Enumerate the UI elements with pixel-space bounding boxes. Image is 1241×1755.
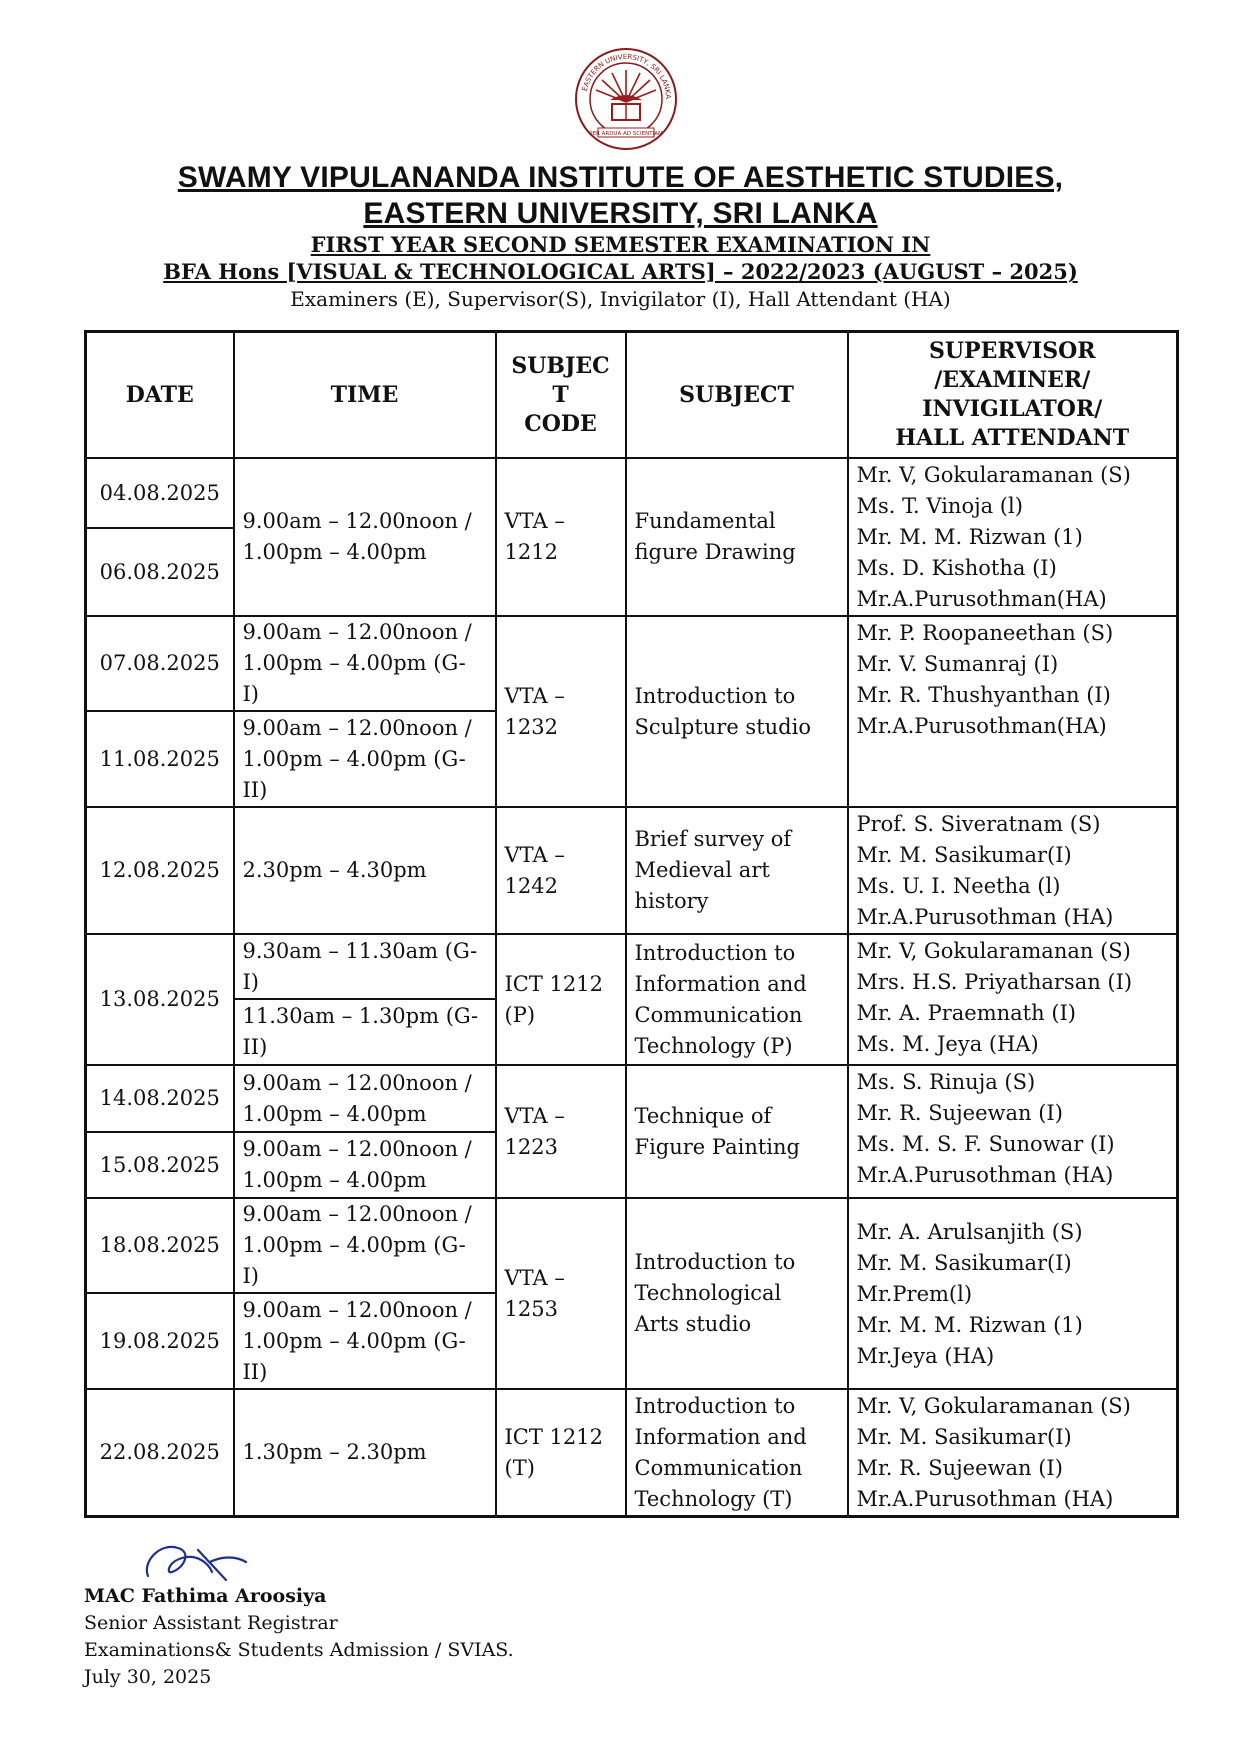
table-row <box>86 807 1178 934</box>
subject-code-cell: VTA – 1242 <box>496 807 626 934</box>
subject-code-cell: VTA – 1232 <box>496 616 626 807</box>
header-staff: SUPERVISOR /EXAMINER/ INVIGILATOR/ HALL ATTENDANT <box>848 332 1178 459</box>
table-row <box>86 1065 1178 1132</box>
subject-code-cell: VTA – 1212 <box>496 458 626 616</box>
table-row <box>86 1198 1178 1293</box>
time-cell: 9.00am – 12.00noon / 1.00pm – 4.00pm (G- II) <box>234 1293 496 1389</box>
subject-code-cell: VTA – 1223 <box>496 1065 626 1198</box>
signatory-name: MAC Fathima Aroosiya <box>84 1585 327 1607</box>
table-row <box>86 616 1178 711</box>
staff-cell: Mr. V, Gokularamanan (S) Ms. T. Vinoja (l) Mr. M. M. Rizwan (1) Ms. D. Kishotha (I) Mr.A.Purusothman(HA) <box>848 458 1178 616</box>
time-cell: 9.30am – 11.30am (G- I) <box>234 934 496 999</box>
time-cell: 9.00am – 12.00noon / 1.00pm – 4.00pm <box>234 1132 496 1198</box>
time-cell: 9.00am – 12.00noon / 1.00pm – 4.00pm (G- II) <box>234 711 496 807</box>
document-date: July 30, 2025 <box>84 1666 212 1688</box>
header-time: TIME <box>234 332 496 459</box>
date-cell: 11.08.2025 <box>86 711 234 807</box>
subject-cell: Technique of Figure Painting <box>626 1065 848 1198</box>
staff-cell: Prof. S. Siveratnam (S) Mr. M. Sasikumar(I) Ms. U. I. Neetha (l) Mr.A.Purusothman (HA) <box>848 807 1178 934</box>
date-cell: 15.08.2025 <box>86 1132 234 1198</box>
staff-cell: Mr. V, Gokularamanan (S) Mr. M. Sasikumar(I) Mr. R. Sujeewan (I) Mr.A.Purusothman (HA) <box>848 1389 1178 1517</box>
subject-cell: Fundamental figure Drawing <box>626 458 848 616</box>
date-cell: 04.08.2025 <box>86 458 234 528</box>
subject-code-cell: VTA – 1253 <box>496 1198 626 1389</box>
time-cell: 9.00am – 12.00noon / 1.00pm – 4.00pm <box>234 1065 496 1132</box>
signatory-department: Examinations& Students Admission / SVIAS. <box>84 1639 514 1661</box>
date-cell: 14.08.2025 <box>86 1065 234 1132</box>
table-header-row <box>86 332 1178 459</box>
time-cell: 9.00am – 12.00noon / 1.00pm – 4.00pm (G- I) <box>234 1198 496 1293</box>
date-cell: 13.08.2025 <box>86 934 234 1065</box>
university-name: EASTERN UNIVERSITY, SRI LANKA <box>363 197 878 230</box>
exam-title: FIRST YEAR SECOND SEMESTER EXAMINATION IN <box>310 232 931 257</box>
table-row <box>86 1389 1178 1517</box>
date-cell: 12.08.2025 <box>86 807 234 934</box>
staff-cell: Mr. V, Gokularamanan (S) Mrs. H.S. Priyatharsan (I) Mr. A. Praemnath (I) Ms. M. Jeya (HA) <box>848 934 1178 1065</box>
time-cell: 9.00am – 12.00noon / 1.00pm – 4.00pm <box>234 458 496 616</box>
signatory-title: Senior Assistant Registrar <box>84 1612 338 1634</box>
subject-cell: Introduction to Information and Communication Technology (T) <box>626 1389 848 1517</box>
subject-cell: Introduction to Technological Arts studio <box>626 1198 848 1389</box>
subject-code-cell: ICT 1212 (T) <box>496 1389 626 1517</box>
role-legend: Examiners (E), Supervisor(S), Invigilator (I), Hall Attendant (HA) <box>290 287 951 311</box>
header-subject-code: SUBJEC T CODE <box>496 332 626 459</box>
university-logo <box>572 44 680 154</box>
subject-cell: Brief survey of Medieval art history <box>626 807 848 934</box>
programme-title: BFA Hons [VISUAL & TECHNOLOGICAL ARTS] – 2022/2023 (AUGUST – 2025) <box>163 259 1078 284</box>
time-cell: 11.30am – 1.30pm (G- II) <box>234 999 496 1065</box>
table-row <box>86 458 1178 528</box>
subject-cell: Introduction to Sculpture studio <box>626 616 848 807</box>
date-cell: 06.08.2025 <box>86 528 234 616</box>
header-subject: SUBJECT <box>626 332 848 459</box>
date-cell: 19.08.2025 <box>86 1293 234 1389</box>
header-date: DATE <box>86 332 234 459</box>
staff-cell: Mr. A. Arulsanjith (S) Mr. M. Sasikumar(I) Mr.Prem(l) Mr. M. M. Rizwan (1) Mr.Jeya (HA) <box>848 1198 1178 1389</box>
logo-ring-text: EASTERN UNIVERSITY, SRI LANKA <box>580 52 673 100</box>
subject-code-cell: ICT 1212 (P) <box>496 934 626 1065</box>
staff-cell: Ms. S. Rinuja (S) Mr. R. Sujeewan (I) Ms. M. S. F. Sunowar (I) Mr.A.Purusothman (HA) <box>848 1065 1178 1198</box>
time-cell: 1.30pm – 2.30pm <box>234 1389 496 1517</box>
institute-name: SWAMY VIPULANANDA INSTITUTE OF AESTHETIC STUDIES, <box>177 161 1064 194</box>
time-cell: 9.00am – 12.00noon / 1.00pm – 4.00pm (G- I) <box>234 616 496 711</box>
date-cell: 07.08.2025 <box>86 616 234 711</box>
time-cell: 2.30pm – 4.30pm <box>234 807 496 934</box>
table-row <box>86 934 1178 999</box>
exam-schedule-table <box>84 330 1179 1518</box>
date-cell: 18.08.2025 <box>86 1198 234 1293</box>
subject-cell: Introduction to Information and Communication Technology (P) <box>626 934 848 1065</box>
date-cell: 22.08.2025 <box>86 1389 234 1517</box>
staff-cell: Mr. P. Roopaneethan (S) Mr. V. Sumanraj (I) Mr. R. Thushyanthan (I) Mr.A.Purusothman(HA) <box>848 616 1178 807</box>
logo-motto: PER ARDUA AD SCIENTIAM <box>589 131 663 137</box>
